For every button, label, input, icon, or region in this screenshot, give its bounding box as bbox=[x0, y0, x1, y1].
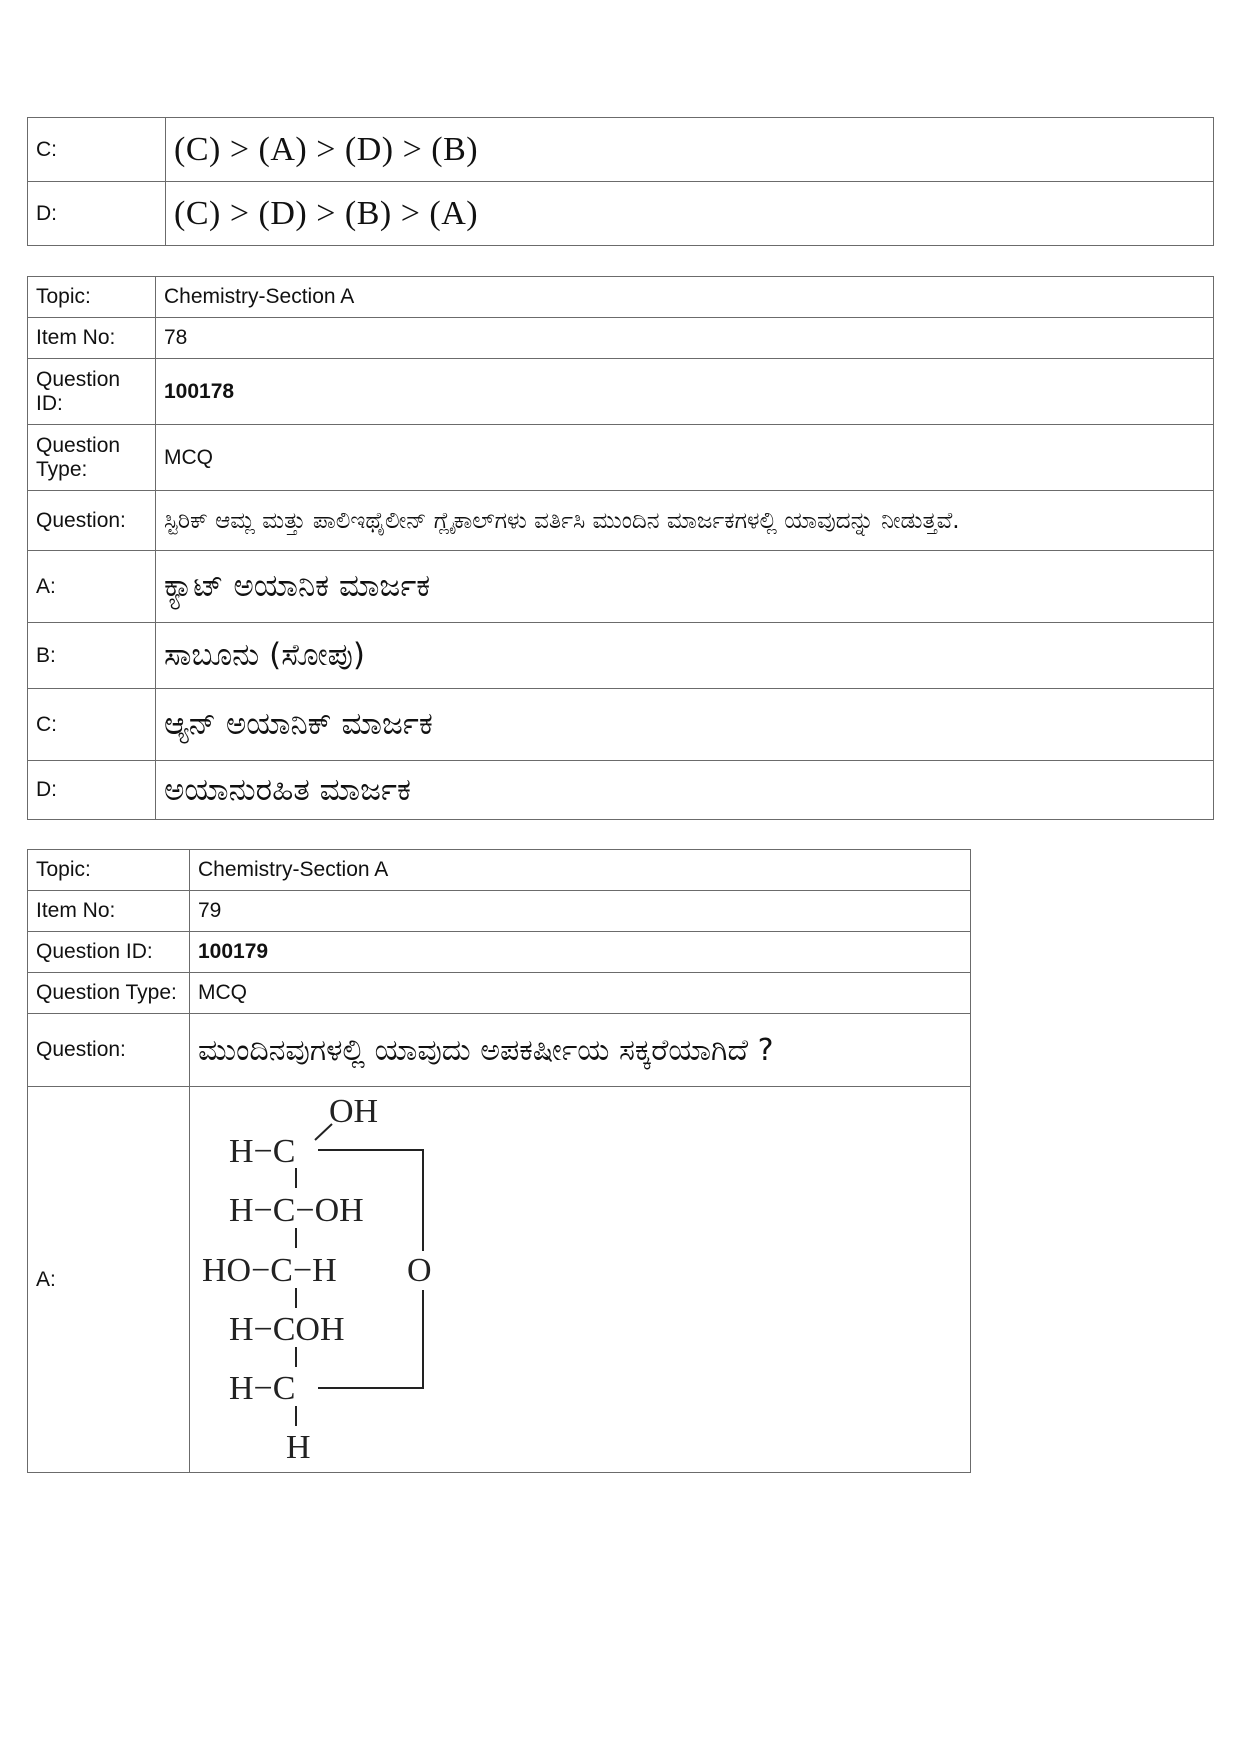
row3-text: HO−C−H bbox=[202, 1251, 337, 1289]
question-id-value: 100179 bbox=[190, 932, 971, 973]
row5-text: H−C bbox=[229, 1369, 296, 1407]
option-c-label: C: bbox=[28, 689, 156, 761]
oh-top-text: OH bbox=[329, 1092, 379, 1130]
option-row bbox=[28, 118, 1214, 182]
topic-label: Topic: bbox=[28, 277, 156, 318]
topic-value: Chemistry-Section A bbox=[156, 277, 1214, 318]
bottom-h-text: H bbox=[286, 1428, 311, 1466]
option-a-label: A: bbox=[28, 551, 156, 623]
ring-oxygen-text: O bbox=[407, 1251, 432, 1289]
option-b-label: B: bbox=[28, 623, 156, 689]
option-label: C: bbox=[28, 118, 166, 182]
row2-text: H−C−OH bbox=[229, 1191, 364, 1229]
option-value: (C) > (D) > (B) > (A) bbox=[166, 182, 1214, 246]
bond-c1-oh bbox=[315, 1124, 332, 1140]
previous-question-options-table bbox=[27, 117, 1214, 246]
item-no-label: Item No: bbox=[28, 891, 190, 932]
sugar-structure-diagram bbox=[190, 1088, 970, 1472]
question-text: ಸ್ಟಿರಿಕ್ ಆಮ್ಲ ಮತ್ತು ಪಾಲಿಇಥೈಲೀನ್ ಗ್ಲೈಕಾಲ್‌ಗಳು ವರ್ತಿಸಿ ಮುಂದಿನ ಮಾರ್ಜಕಗಳಲ್ಲಿ ಯಾವುದನ್ನು ನೀಡುತ್ತವೆ. bbox=[156, 491, 1214, 551]
question-type-label: Question Type: bbox=[28, 425, 156, 491]
question-text: ಮುಂದಿನವುಗಳಲ್ಲಿ ಯಾವುದು ಅಪಕರ್ಷೀಯ ಸಕ್ಕರೆಯಾಗಿದೆ ? bbox=[190, 1014, 971, 1087]
question-label: Question: bbox=[28, 1014, 190, 1087]
row4-text: H−COH bbox=[229, 1310, 345, 1348]
option-row bbox=[28, 182, 1214, 246]
item-no-label: Item No: bbox=[28, 318, 156, 359]
option-label: D: bbox=[28, 182, 166, 246]
question-id-label: Question ID: bbox=[28, 359, 156, 425]
option-d-label: D: bbox=[28, 761, 156, 820]
row1-text: H−C bbox=[229, 1132, 296, 1170]
item-no-value: 79 bbox=[190, 891, 971, 932]
item-no-value: 78 bbox=[156, 318, 1214, 359]
question-type-value: MCQ bbox=[190, 973, 971, 1014]
option-d-value: ಅಯಾನುರಹಿತ ಮಾರ್ಜಕ bbox=[156, 761, 1214, 820]
topic-value: Chemistry-Section A bbox=[190, 850, 971, 891]
question-id-label: Question ID: bbox=[28, 932, 190, 973]
option-a-structure-cell bbox=[190, 1087, 971, 1473]
question-type-value: MCQ bbox=[156, 425, 1214, 491]
question-79-table bbox=[27, 849, 971, 1473]
option-b-value: ಸಾಬೂನು (ಸೋಪು) bbox=[156, 623, 1214, 689]
question-type-label: Question Type: bbox=[28, 973, 190, 1014]
topic-label: Topic: bbox=[28, 850, 190, 891]
question-id-value: 100178 bbox=[156, 359, 1214, 425]
option-c-value: ಆ್ಯನ್ ಅಯಾನಿಕ್ ಮಾರ್ಜಕ bbox=[156, 689, 1214, 761]
option-a-label: A: bbox=[28, 1087, 190, 1473]
question-78-table bbox=[27, 276, 1214, 820]
option-value: (C) > (A) > (D) > (B) bbox=[166, 118, 1214, 182]
question-label: Question: bbox=[28, 491, 156, 551]
option-a-value: ಕ್ಯಾಟ್ ಅಯಾನಿಕ ಮಾರ್ಜಕ bbox=[156, 551, 1214, 623]
